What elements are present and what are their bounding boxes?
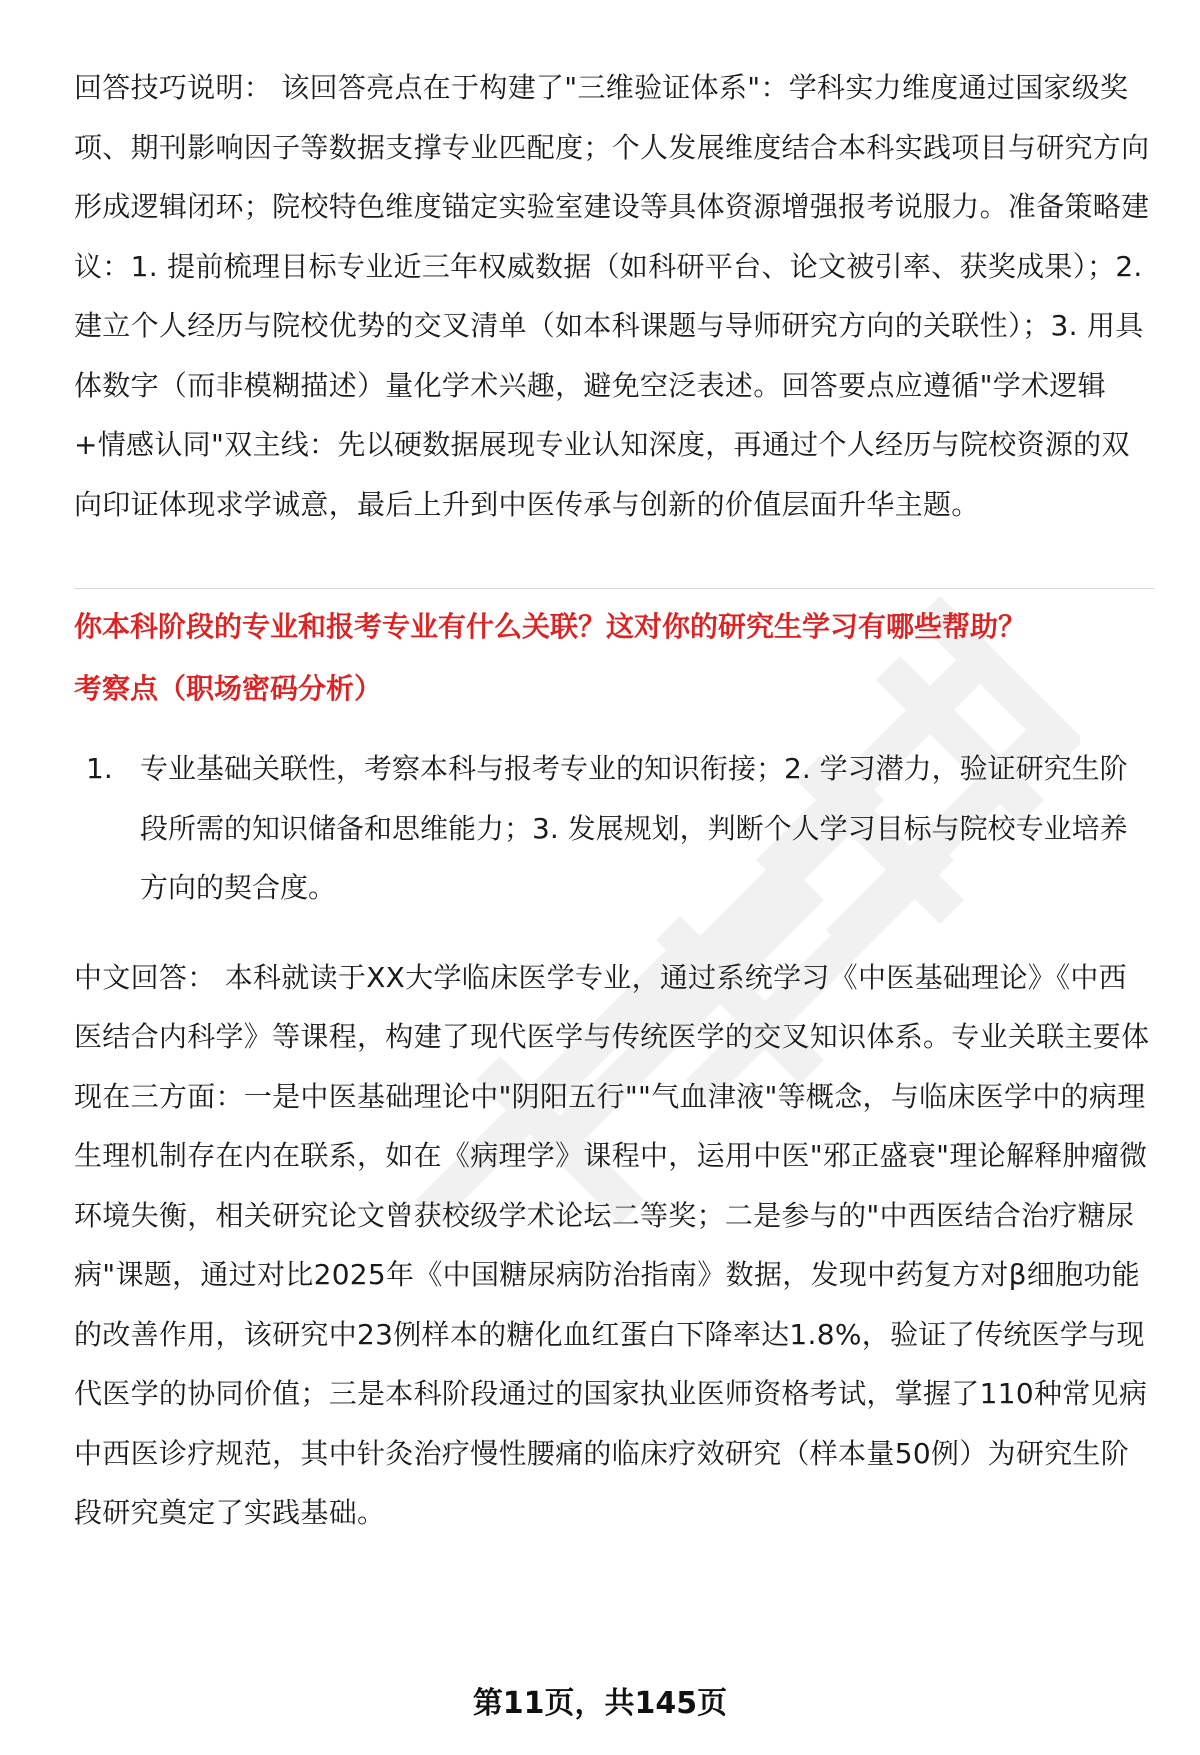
section-divider — [74, 588, 1154, 589]
tips-paragraph: 回答技巧说明： 该回答亮点在于构建了"三维验证体系"：学科实力维度通过国家级奖项、期刊影响因子等数据支撑专业匹配度；个人发展维度结合本科实践项目与研究方向形成逻辑闭环；院校特色维度锚定实验室建设等具体资源增强报考说服力。准备策略建议：1. 提前梳理目标专业近三年权威数据（如科研平台、论文被引率、获奖成果）；2. 建立个人经历与院校优势的交叉清单（如本科课题与导师研究方向的关联性）；3. 用具体数字（而非模糊描述）量化学术兴趣，避免空泛表述。回答要点应遵循"学术逻辑+情感认同"双主线：先以硬数据展现专业认知深度，再通过个人经历与院校资源的双向印证体现求学诚意，最后上升到中医传承与创新的价值层面升华主题。 — [74, 71, 1150, 521]
assessment-heading: 考察点（职场密码分析） — [74, 672, 383, 705]
assessment-list — [74, 739, 1154, 918]
question-heading: 你本科阶段的专业和报考专业有什么关联？这对你的研究生学习有哪些帮助？ — [74, 610, 1027, 643]
list-number: 1. — [86, 752, 113, 785]
document-page — [74, 58, 1154, 1543]
assessment-points-text: 专业基础关联性，考察本科与报考专业的知识衔接；2. 学习潜力，验证研究生阶段所需的知识储备和思维能力；3. 发展规划，判断个人学习目标与院校专业培养方向的契合度。 — [140, 752, 1128, 904]
answer-paragraph: 中文回答： 本科就读于XX大学临床医学专业，通过系统学习《中医基础理论》《中西医结合内科学》等课程，构建了现代医学与传统医学的交叉知识体系。专业关联主要体现在三方面：一是中医基础理论中"阴阳五行""气血津液"等概念，与临床医学中的病理生理机制存在内在联系，如在《病理学》课程中，运用中医"邪正盛衰"理论解释肿瘤微环境失衡，相关研究论文曾获校级学术论坛二等奖；二是参与的"中西医结合治疗糖尿病"课题，通过对比2025年《中国糖尿病防治指南》数据，发现中药复方对β细胞功能的改善作用，该研究中23例样本的糖化血红蛋白下降率达1.8%，验证了传统医学与现代医学的协同价值；三是本科阶段通过的国家执业医师资格考试，掌握了110种常见病中西医诊疗规范，其中针灸治疗慢性腰痛的临床疗效研究（样本量50例）为研究生阶段研究奠定了实践基础。 — [74, 960, 1150, 1529]
page-footer: 第11页，共145页 — [472, 1686, 728, 1721]
